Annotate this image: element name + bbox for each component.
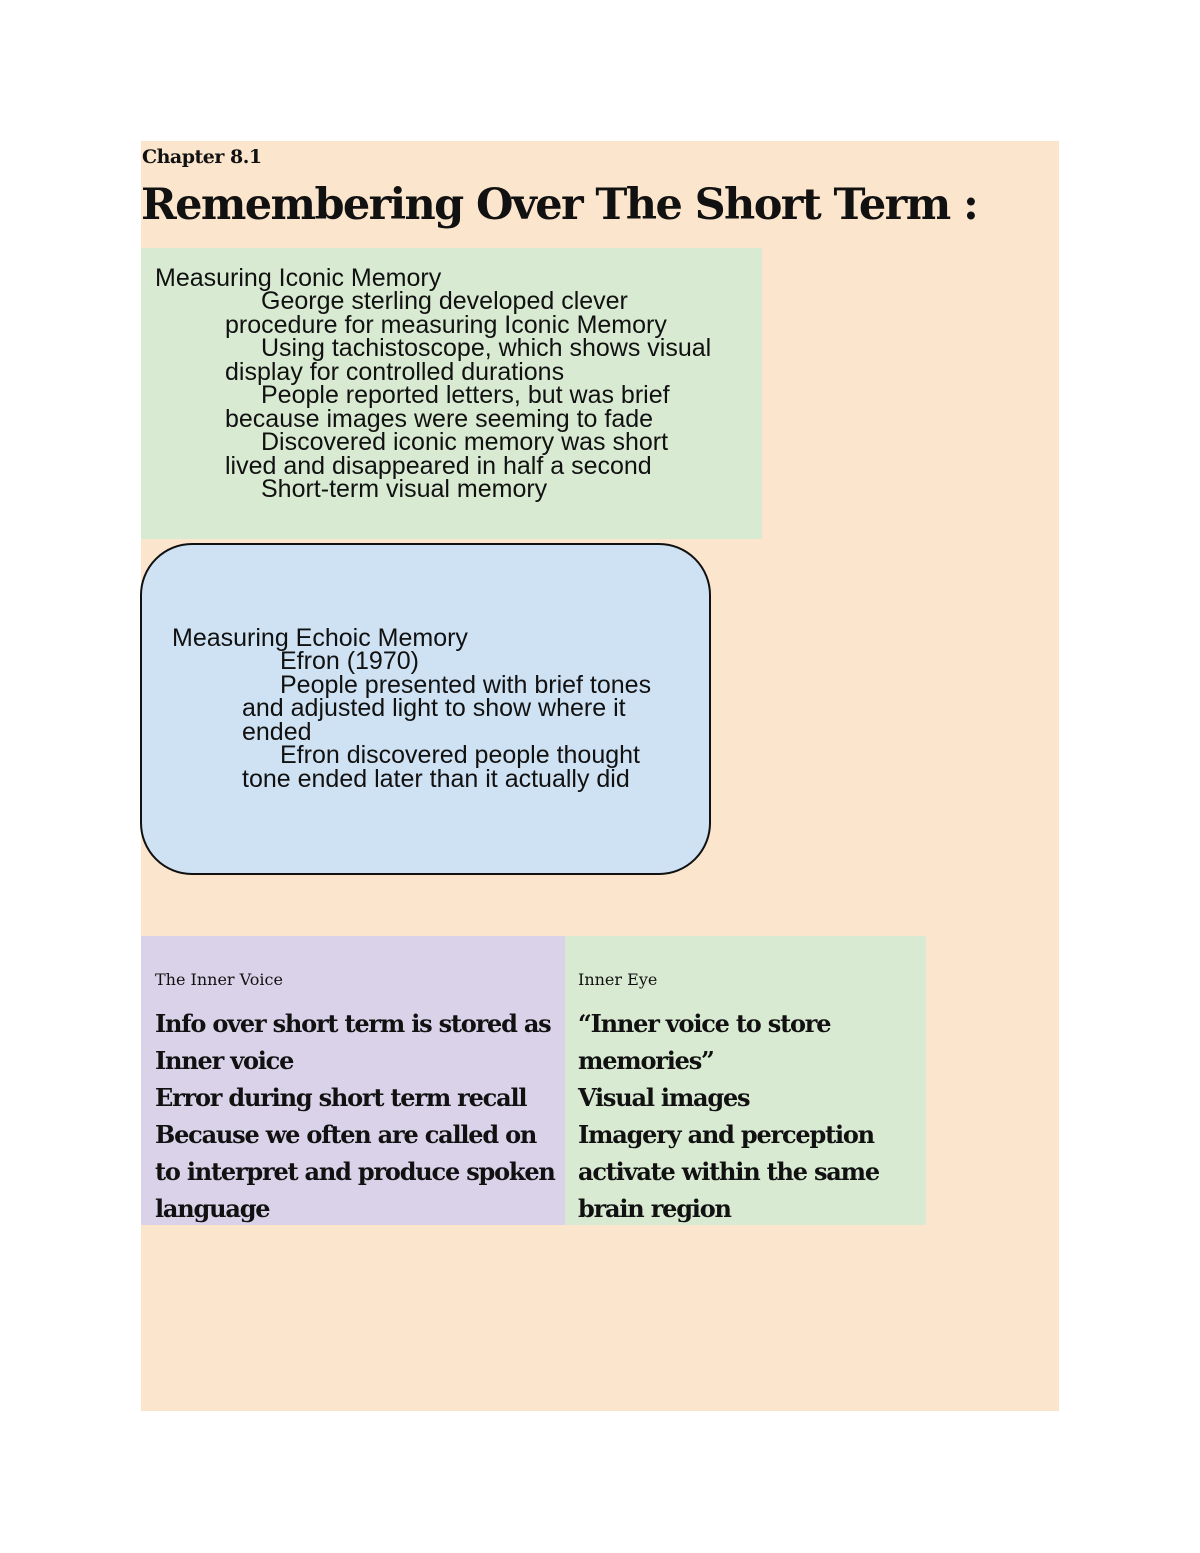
echoic-memory-list	[172, 647, 709, 793]
inner-eye-heading: Inner Eye	[578, 970, 658, 989]
iconic-memory-box	[141, 248, 762, 539]
inner-voice-list	[155, 1005, 565, 1227]
list-item: Visual images	[578, 1083, 750, 1112]
inner-voice-box	[141, 936, 565, 1225]
inner-eye-list	[578, 1005, 926, 1227]
list-item: Info over short term is stored as Inner voice	[155, 1009, 551, 1075]
echoic-memory-box	[140, 543, 711, 875]
list-item: Imagery and perception activate within the same brain region	[578, 1120, 879, 1223]
list-item: “Inner voice to store memories”	[578, 1009, 831, 1075]
list-item: Short-term visual memory	[261, 475, 548, 503]
echoic-memory-heading: Measuring Echoic Memory	[172, 624, 468, 652]
chapter-label: Chapter 8.1	[142, 146, 262, 168]
list-item: Because we often are called on to interpret and produce spoken language	[155, 1120, 555, 1223]
list-item: People reported letters, but was brief because images were seeming to fade	[225, 381, 670, 433]
iconic-memory-heading: Measuring Iconic Memory	[155, 264, 442, 292]
inner-eye-box	[565, 936, 926, 1225]
list-item: George sterling developed clever procedure for measuring Iconic Memory	[225, 287, 667, 339]
iconic-memory-list	[155, 287, 762, 503]
list-item: Error during short term recall	[155, 1083, 527, 1112]
list-item: Discovered iconic memory was short lived and disappeared in half a second	[225, 428, 669, 480]
inner-voice-heading: The Inner Voice	[155, 970, 283, 989]
list-item: Efron discovered people thought tone ended later than it actually did	[242, 741, 640, 793]
list-item: Using tachistoscope, which shows visual display for controlled durations	[225, 334, 712, 386]
list-item: Efron (1970)	[280, 647, 419, 675]
list-item: People presented with brief tones and adjusted light to show where it ended	[242, 670, 652, 746]
page-title: Remembering Over The Short Term :	[141, 180, 978, 230]
